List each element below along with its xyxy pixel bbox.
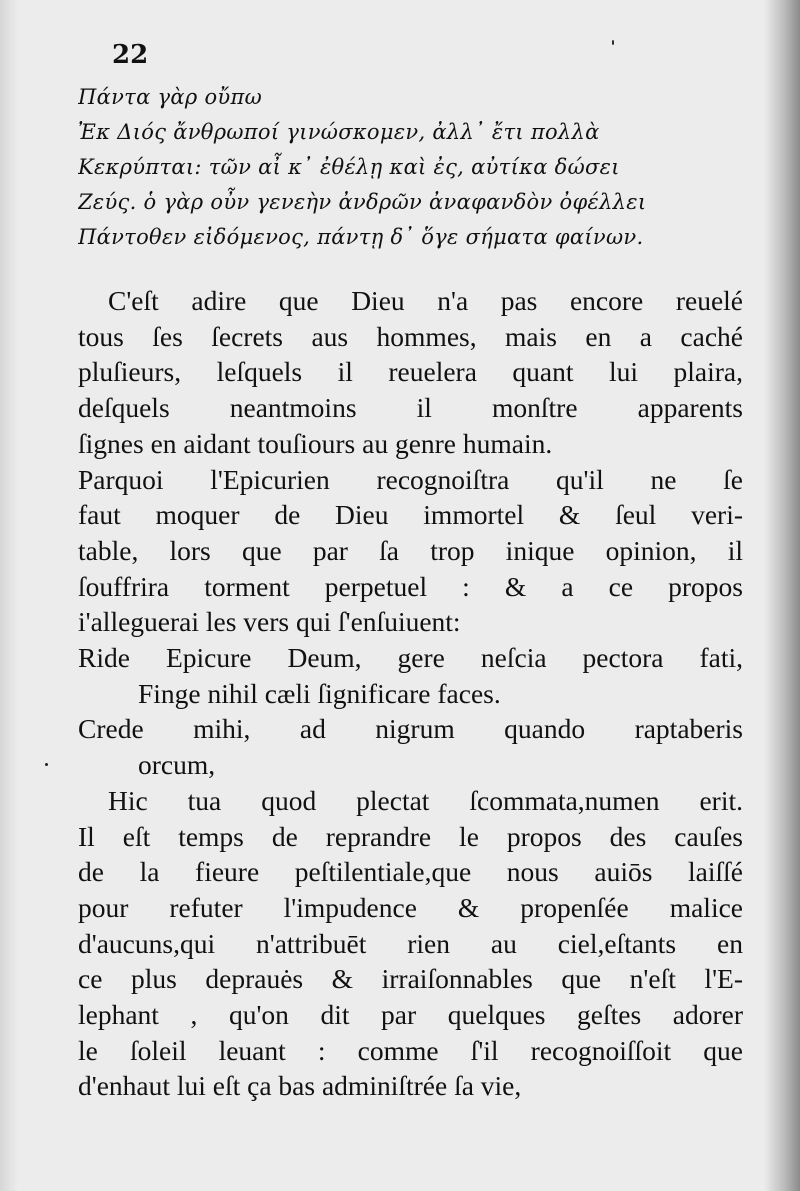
text-line: i'alleguerai les vers qui ſ'enſuiuent: <box>78 606 461 638</box>
text-line: d'enhaut lui eſt ça bas adminiſtrée ſa vie, <box>78 1070 522 1102</box>
greek-line: Ἐκ Διός ἄνθρωποί γινώσκομεν, ἀλλ᾽ ἔτι πολλὰ <box>78 120 600 144</box>
text-line: Parquoi l'Epicurien recognoiſtra qu'il ne ſe <box>78 463 743 495</box>
greek-line: Ζεύς. ὁ γὰρ οὖν γενεὴν ἀνδρῶν ἀναφανδὸν ὀφέλλει <box>78 190 647 214</box>
text-line: pour refuter l'impudence & propenſée malice <box>78 891 743 923</box>
latin-verse-line: Hic tua quod plectat ſcommata,numen erit. <box>108 784 743 816</box>
text-line: table, lors que par ſa trop inique opinion, il <box>78 534 743 566</box>
text-line: pluſieurs, leſquels il reuelera quant lui plaira, <box>78 356 743 388</box>
latin-verse-line: Finge nihil cæli ſignificare faces. <box>138 677 501 709</box>
text-line: deſquels neantmoins il monſtre apparents <box>78 392 743 424</box>
greek-line: Κεκρύπται: τῶν αἶ κ᾽ ἐθέλῃ καὶ ἐς, αὐτίκα δώσει <box>78 155 620 179</box>
body-text-block <box>78 283 743 1104</box>
text-line: tous ſes ſecrets aus hommes, mais en a caché <box>78 320 743 352</box>
page-number: 22 <box>112 40 149 70</box>
text-line: de la fieure peſtilentiale,que nous auiōs laiſſé <box>78 856 743 888</box>
text-line: d'aucuns,qui n'attribuēt rien au ciel,eſtants en <box>78 927 743 959</box>
greek-line: Πάντοθεν εἰδόμενος, πάντῃ δ᾽ ὅγε σήματα φαίνων. <box>78 225 644 249</box>
text-line: C'eſt adire que Dieu n'a pas encore reuelé <box>108 285 743 316</box>
text-line: faut moquer de Dieu immortel & ſeul veri- <box>78 499 743 531</box>
text-line: ſignes en aidant touſiours au genre humain. <box>78 427 553 459</box>
greek-line: Πάντα γὰρ οὔπω <box>78 85 263 109</box>
page-edge-shadow <box>764 0 800 1191</box>
ink-speck <box>612 40 614 45</box>
page-gutter-shadow <box>0 0 18 1191</box>
text-line: ſouffrira torment perpetuel : & a ce propos <box>78 570 743 602</box>
latin-verse-line: Ride Epicure Deum, gere neſcia pectora fati, <box>78 642 743 674</box>
text-line: lephant , qu'on dit par quelques geſtes adorer <box>78 999 743 1031</box>
latin-verse-line: Crede mihi, ad nigrum quando raptaberis <box>78 713 743 745</box>
text-line: le ſoleil leuant : comme ſ'il recognoiſſoit que <box>78 1034 743 1066</box>
latin-verse-line: orcum, <box>138 749 216 781</box>
text-line: Il eſt temps de reprandre le propos des cauſes <box>78 820 743 852</box>
text-line: ce plus deprauės & irraiſonnables que n'eſt l'E- <box>78 963 743 995</box>
ink-speck <box>45 763 48 766</box>
greek-verse-block <box>78 80 743 255</box>
